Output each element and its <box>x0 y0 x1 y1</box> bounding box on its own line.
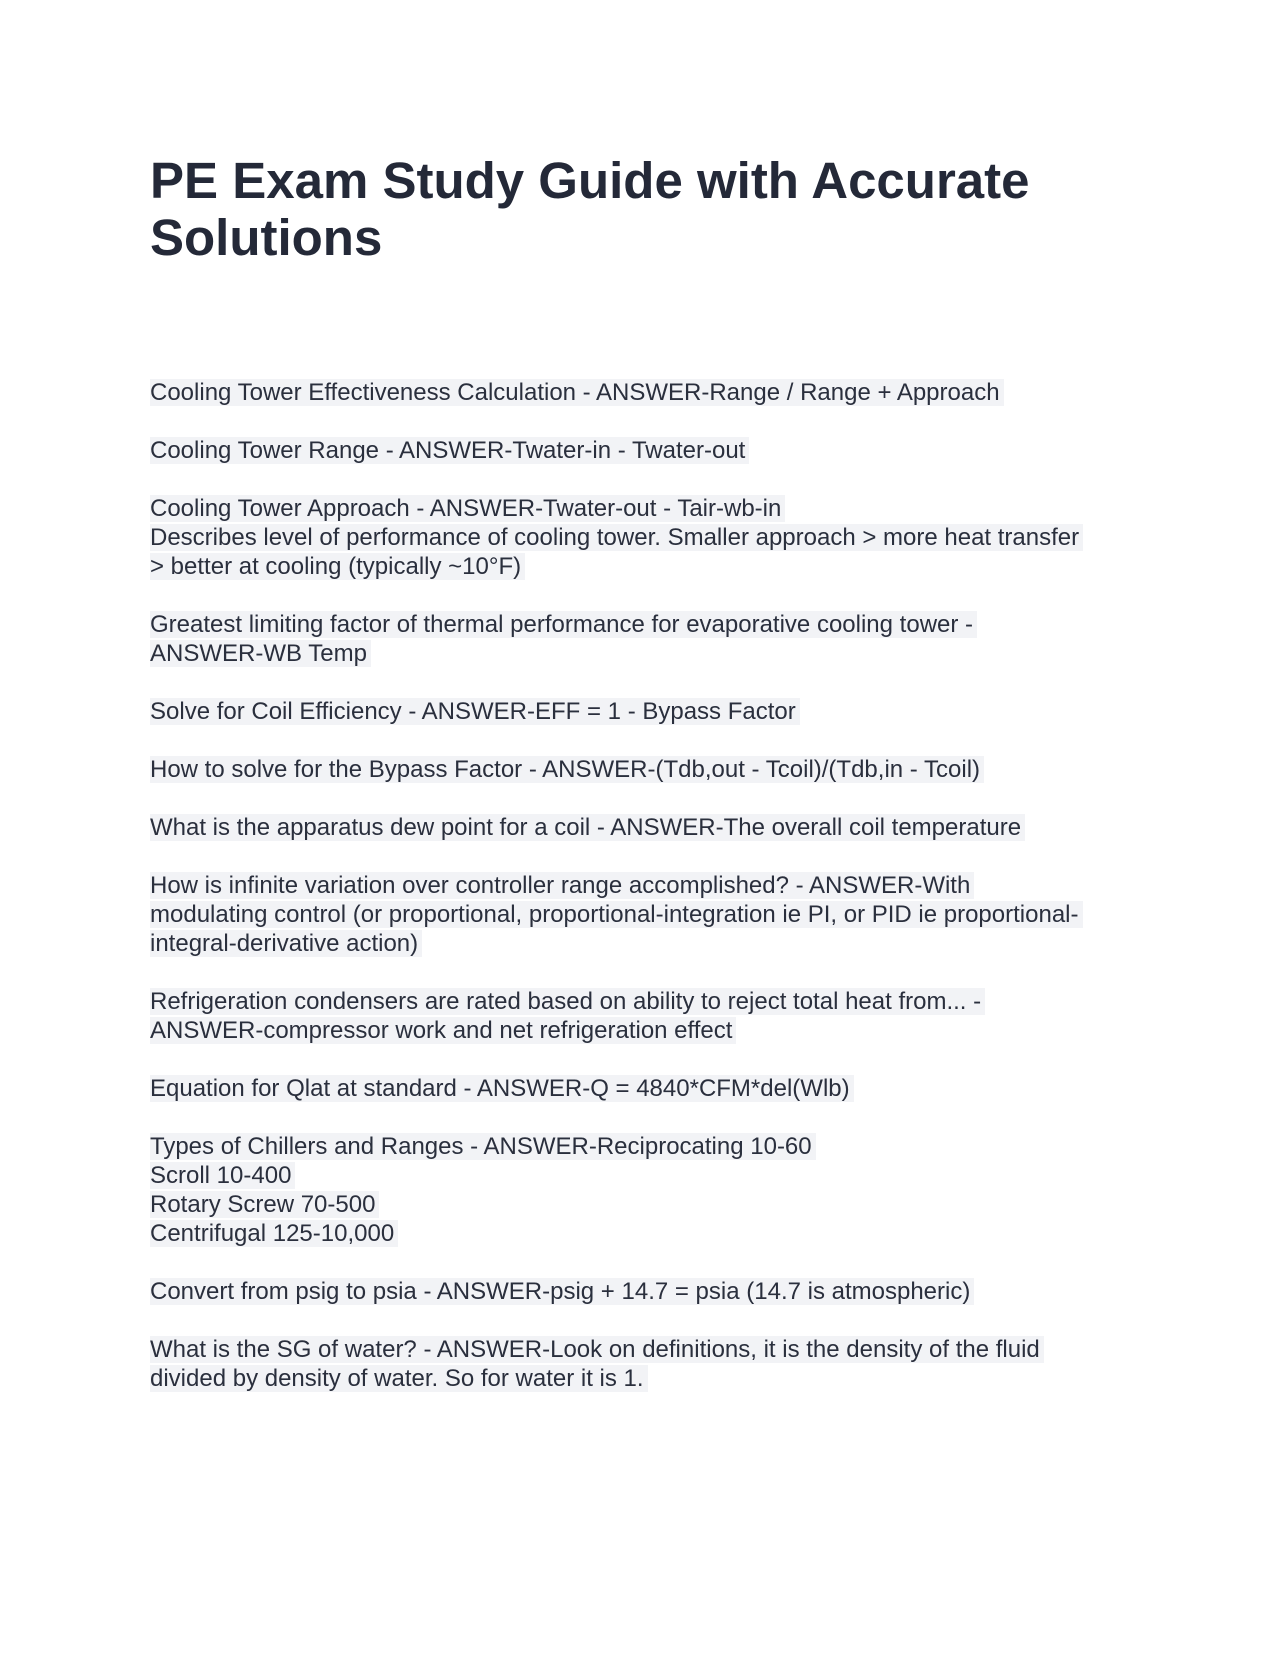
qa-line: Scroll 10-400 <box>150 1162 295 1189</box>
qa-line: Equation for Qlat at standard - ANSWER-Q = 4840*CFM*del(Wlb) <box>150 1075 854 1102</box>
qa-entry <box>150 1074 1130 1103</box>
qa-line: Describes level of performance of cooling tower. Smaller approach > more heat transfer <box>150 524 1083 551</box>
qa-line: Centrifugal 125-10,000 <box>150 1220 398 1247</box>
qa-line: ANSWER-compressor work and net refrigeration effect <box>150 1017 736 1044</box>
qa-line: Rotary Screw 70-500 <box>150 1191 379 1218</box>
qa-line: How to solve for the Bypass Factor - ANSWER-(Tdb,out - Tcoil)/(Tdb,in - Tcoil) <box>150 756 984 783</box>
qa-line: Cooling Tower Approach - ANSWER-Twater-out - Tair-wb-in <box>150 495 785 522</box>
qa-line: Convert from psig to psia - ANSWER-psig + 14.7 = psia (14.7 is atmospheric) <box>150 1278 974 1305</box>
qa-entry <box>150 1277 1130 1306</box>
qa-entry <box>150 1335 1130 1393</box>
document-title <box>150 152 1130 266</box>
qa-line: What is the SG of water? - ANSWER-Look on definitions, it is the density of the fluid <box>150 1336 1044 1363</box>
qa-list <box>150 378 1130 1422</box>
qa-entry <box>150 494 1130 581</box>
title-line: PE Exam Study Guide with Accurate <box>150 152 1030 209</box>
qa-entry <box>150 697 1130 726</box>
qa-line: divided by density of water. So for water it is 1. <box>150 1365 648 1392</box>
qa-line: integral-derivative action) <box>150 930 422 957</box>
qa-entry <box>150 1132 1130 1248</box>
qa-entry <box>150 755 1130 784</box>
qa-line: Solve for Coil Efficiency - ANSWER-EFF = 1 - Bypass Factor <box>150 698 800 725</box>
qa-line: Types of Chillers and Ranges - ANSWER-Reciprocating 10-60 <box>150 1133 816 1160</box>
qa-line: > better at cooling (typically ~10°F) <box>150 553 525 580</box>
qa-line: Cooling Tower Effectiveness Calculation - ANSWER-Range / Range + Approach <box>150 379 1004 406</box>
qa-entry <box>150 987 1130 1045</box>
qa-line: What is the apparatus dew point for a coil - ANSWER-The overall coil temperature <box>150 814 1025 841</box>
qa-entry <box>150 871 1130 958</box>
qa-line: modulating control (or proportional, proportional-integration ie PI, or PID ie proportional- <box>150 901 1083 928</box>
qa-line: ANSWER-WB Temp <box>150 640 371 667</box>
qa-entry <box>150 436 1130 465</box>
qa-line: Greatest limiting factor of thermal performance for evaporative cooling tower - <box>150 611 977 638</box>
qa-line: Cooling Tower Range - ANSWER-Twater-in - Twater-out <box>150 437 749 464</box>
qa-entry <box>150 813 1130 842</box>
title-line: Solutions <box>150 209 383 266</box>
qa-line: How is infinite variation over controller range accomplished? - ANSWER-With <box>150 872 974 899</box>
qa-entry <box>150 378 1130 407</box>
qa-line: Refrigeration condensers are rated based on ability to reject total heat from... - <box>150 988 985 1015</box>
qa-entry <box>150 610 1130 668</box>
